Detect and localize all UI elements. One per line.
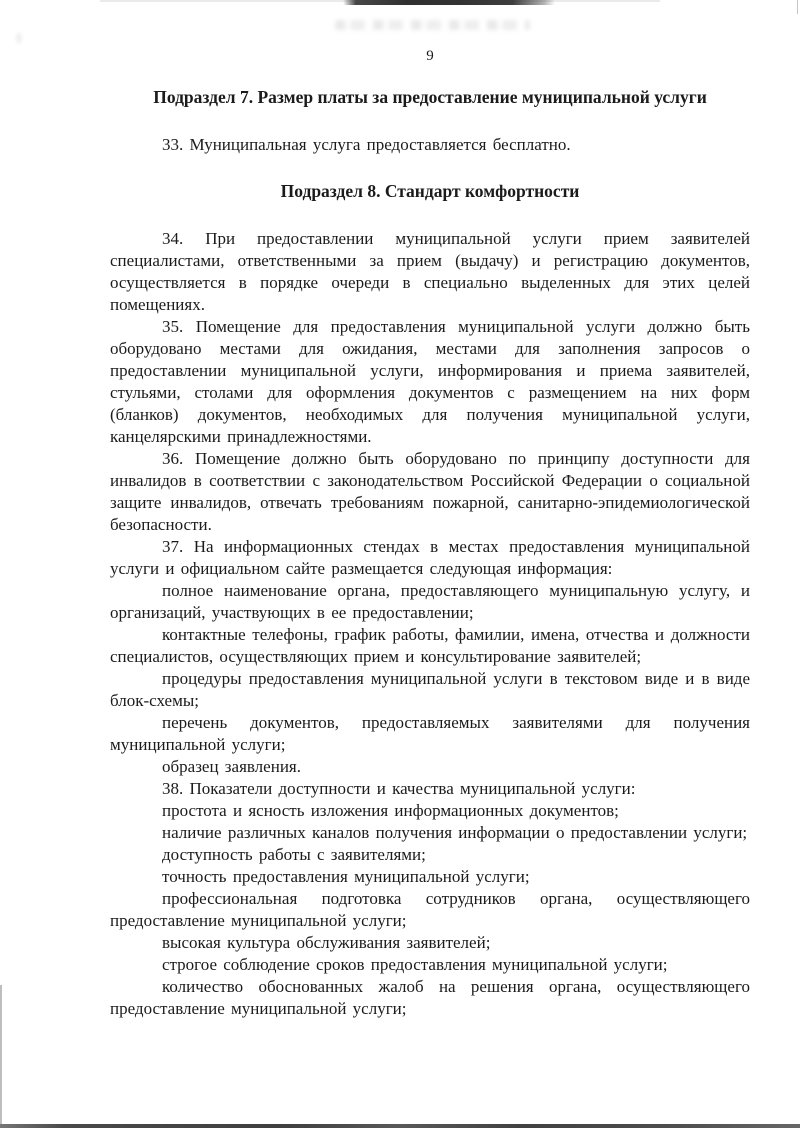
paragraph-34: 34. При предоставлении муниципальной услуги прием заявителей специалистами, ответственными за прием (выдачу) и регистрацию документов, осуществляется в порядке очереди в специально выделенных для этих целей помещениях. xyxy=(110,229,750,314)
body-paragraphs xyxy=(110,228,750,1020)
info-item-full-name: полное наименование органа, предоставляющего муниципальную услугу, и организаций, участвующих в ее предоставлении; xyxy=(110,581,750,622)
paragraph-36: 36. Помещение должно быть оборудовано по принципу доступности для инвалидов в соответствии с законодательством Российской Федерации о социальной защите инвалидов, отвечать требованиям пожарной, санитарно-эпидемиологической безопасности. xyxy=(110,449,750,534)
paragraph-37: 37. На информационных стендах в местах предоставления муниципальной услуги и официальном сайте размещается следующая информация: xyxy=(110,537,750,578)
quality-item-channels: наличие различных каналов получения информации о предоставлении услуги; xyxy=(162,823,748,842)
page-number: 9 xyxy=(426,48,434,64)
quality-item-complaints: количество обоснованных жалоб на решения органа, осуществляющего предоставление муниципальной услуги; xyxy=(110,977,750,1018)
quality-item-simplicity: простота и ясность изложения информационных документов; xyxy=(162,801,619,820)
info-item-application-sample: образец заявления. xyxy=(162,757,301,776)
quality-item-professional-training: профессиональная подготовка сотрудников органа, осуществляющего предоставление муниципальной услуги; xyxy=(110,889,750,930)
paragraph-35: 35. Помещение для предоставления муниципальной услуги должно быть оборудовано местами для ожидания, местами для заполнения запросов о предоставлении муниципальной услуги, информирования и приема заявителей, стульями, столами для оформления документов с размещением на них форм (бланков) документов, необходимых для получения муниципальной услуги, канцелярскими принадлежностями. xyxy=(110,317,750,446)
scan-artifact-left-edge-line xyxy=(0,985,2,1124)
subsection-8-heading: Подраздел 8. Стандарт комфортности xyxy=(280,181,580,201)
quality-item-accuracy: точность предоставления муниципальной услуги; xyxy=(162,867,530,886)
quality-item-accessibility: доступность работы с заявителями; xyxy=(162,845,426,864)
info-item-contacts: контактные телефоны, график работы, фамилии, имена, отчества и должности специалистов, осуществляющих прием и консультирование заявителей; xyxy=(110,625,750,666)
subsection-7-heading: Подраздел 7. Размер платы за предоставление муниципальной услуги xyxy=(153,87,707,107)
scan-artifact-left-smudge xyxy=(14,30,24,46)
info-item-document-list: перечень документов, предоставляемых заявителями для получения муниципальной услуги; xyxy=(110,713,750,754)
quality-item-service-culture: высокая культура обслуживания заявителей; xyxy=(162,933,491,952)
scan-artifact-right-edge-tick xyxy=(797,0,798,14)
scan-artifact-bottom-bar xyxy=(0,1124,800,1128)
quality-item-deadlines: строгое соблюдение сроков предоставления муниципальной услуги; xyxy=(162,955,668,974)
document-content xyxy=(110,0,750,1020)
paragraph-38: 38. Показатели доступности и качества муниципальной услуги: xyxy=(162,779,636,798)
info-item-procedures: процедуры предоставления муниципальной услуги в текстовом виде и в виде блок-схемы; xyxy=(110,669,750,710)
paragraph-33: 33. Муниципальная услуга предоставляется бесплатно. xyxy=(162,135,571,154)
